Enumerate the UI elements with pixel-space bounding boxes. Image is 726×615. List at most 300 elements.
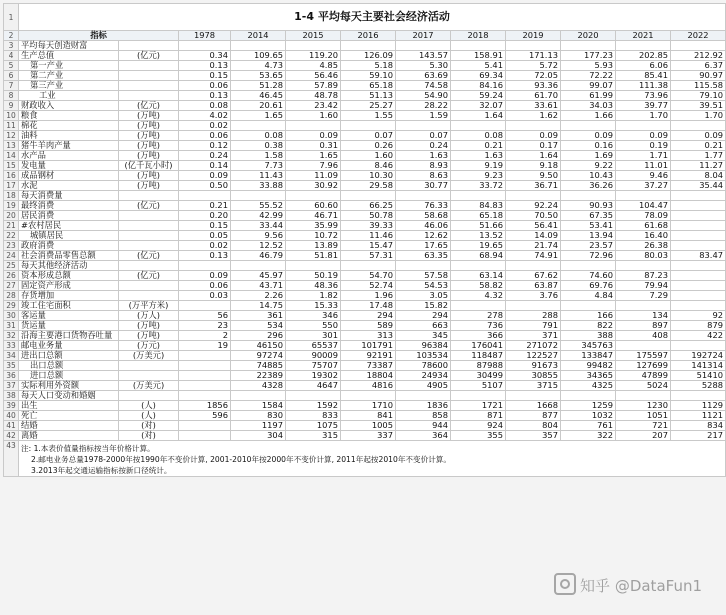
year-header: 2015 xyxy=(286,31,341,41)
table-cell: 30855 xyxy=(506,371,561,381)
table-cell xyxy=(179,261,231,271)
table-cell: 0.05 xyxy=(179,231,231,241)
table-cell: 301 xyxy=(286,331,341,341)
row-number: 41 xyxy=(4,421,19,431)
table-cell: 1.60 xyxy=(286,111,341,121)
table-cell: 53.65 xyxy=(231,71,286,81)
table-row xyxy=(4,361,726,371)
row-number: 31 xyxy=(4,321,19,331)
table-cell: 388 xyxy=(561,331,616,341)
table-cell: 834 xyxy=(671,421,726,431)
table-cell: 345763 xyxy=(561,341,616,351)
table-cell: 1.64 xyxy=(506,151,561,161)
table-cell: 51.81 xyxy=(286,251,341,261)
row-number: 25 xyxy=(4,261,19,271)
table-cell xyxy=(616,191,671,201)
row-label: 实际利用外资额 xyxy=(19,381,119,391)
table-cell xyxy=(341,121,396,131)
row-number: 14 xyxy=(4,151,19,161)
row-number: 28 xyxy=(4,291,19,301)
table-cell: 11.01 xyxy=(616,161,671,171)
table-cell: 72.22 xyxy=(561,71,616,81)
row-number: 3 xyxy=(4,41,19,51)
table-cell xyxy=(341,391,396,401)
table-cell: 92.24 xyxy=(506,201,561,211)
table-cell: 822 xyxy=(561,321,616,331)
table-row xyxy=(4,401,726,411)
table-cell: 10.43 xyxy=(561,171,616,181)
table-cell: 6.37 xyxy=(671,61,726,71)
table-cell xyxy=(561,301,616,311)
row-label: 第二产业 xyxy=(19,71,119,81)
table-cell: 313 xyxy=(341,331,396,341)
table-cell: 74.58 xyxy=(396,81,451,91)
row-label: 第三产业 xyxy=(19,81,119,91)
table-cell: 90.93 xyxy=(561,201,616,211)
table-cell: 217 xyxy=(671,431,726,441)
row-unit xyxy=(119,261,179,271)
table-cell: 24934 xyxy=(396,371,451,381)
table-cell: 13.89 xyxy=(286,241,341,251)
table-cell: 70.50 xyxy=(506,211,561,221)
table-cell: 871 xyxy=(451,411,506,421)
page-title: 1-4 平均每天主要社会经济活动 xyxy=(19,4,726,31)
table-cell: 4.32 xyxy=(451,291,506,301)
table-cell: 30499 xyxy=(451,371,506,381)
table-row xyxy=(4,161,726,171)
table-cell: 346 xyxy=(286,311,341,321)
table-row xyxy=(4,81,726,91)
table-cell: 61.70 xyxy=(506,91,561,101)
table-cell: 1.58 xyxy=(231,151,286,161)
table-cell: 0.09 xyxy=(671,131,726,141)
table-cell: 122527 xyxy=(506,351,561,361)
table-cell: 0.08 xyxy=(179,101,231,111)
year-header: 2014 xyxy=(231,31,286,41)
table-cell: 355 xyxy=(451,431,506,441)
table-cell: 5107 xyxy=(451,381,506,391)
table-cell: 0.38 xyxy=(231,141,286,151)
row-label: 出口总额 xyxy=(19,361,119,371)
table-cell: 32.07 xyxy=(451,101,506,111)
table-cell: 46.45 xyxy=(231,91,286,101)
table-row xyxy=(4,181,726,191)
table-cell: 1.59 xyxy=(396,111,451,121)
table-cell: 0.24 xyxy=(396,141,451,151)
row-number: 7 xyxy=(4,81,19,91)
table-cell: 84.16 xyxy=(451,81,506,91)
table-cell: 63.69 xyxy=(396,71,451,81)
table-cell: 47899 xyxy=(616,371,671,381)
row-number: 29 xyxy=(4,301,19,311)
table-cell: 52.74 xyxy=(341,281,396,291)
row-number: 33 xyxy=(4,341,19,351)
note-line: 2.邮电业务总量1978-2000年按1990年不变价计算, 2001-2010年按2000年不变价计算, 2011年起按2010年不变价计算。 xyxy=(31,455,451,464)
table-cell: 0.07 xyxy=(341,131,396,141)
table-cell: 858 xyxy=(396,411,451,421)
table-row xyxy=(4,171,726,181)
row-label: 每天人口变动和婚姻 xyxy=(19,391,119,401)
table-cell: 23.57 xyxy=(561,241,616,251)
table-cell: 0.06 xyxy=(179,281,231,291)
table-row xyxy=(4,231,726,241)
row-label: 发电量 xyxy=(19,161,119,171)
row-label: 每天消费量 xyxy=(19,191,119,201)
year-header: 2020 xyxy=(561,31,616,41)
table-cell: 944 xyxy=(396,421,451,431)
table-cell xyxy=(231,41,286,51)
table-cell: 7.96 xyxy=(286,161,341,171)
table-cell: 9.23 xyxy=(451,171,506,181)
row-unit xyxy=(119,231,179,241)
table-cell: 364 xyxy=(396,431,451,441)
table-cell xyxy=(341,41,396,51)
table-cell: 99482 xyxy=(561,361,616,371)
table-cell: 0.07 xyxy=(396,131,451,141)
table-cell: 1721 xyxy=(451,401,506,411)
table-cell: 1.65 xyxy=(286,151,341,161)
row-unit: (万平方米) xyxy=(119,301,179,311)
table-cell: 0.20 xyxy=(179,211,231,221)
table-cell: 294 xyxy=(396,311,451,321)
table-cell: 924 xyxy=(451,421,506,431)
table-cell: 66.25 xyxy=(341,201,396,211)
table-cell: 126.09 xyxy=(341,51,396,61)
table-row xyxy=(4,251,726,261)
table-cell: 0.31 xyxy=(286,141,341,151)
table-cell: 1.96 xyxy=(341,291,396,301)
table-cell: 92 xyxy=(671,311,726,321)
row-number: 38 xyxy=(4,391,19,401)
table-cell xyxy=(616,341,671,351)
table-cell: 37.27 xyxy=(616,181,671,191)
row-unit: (万吨) xyxy=(119,171,179,181)
year-header: 2022 xyxy=(671,31,726,41)
row-number: 12 xyxy=(4,131,19,141)
table-cell: 53.41 xyxy=(561,221,616,231)
table-cell: 104.47 xyxy=(616,201,671,211)
table-row xyxy=(4,331,726,341)
table-cell xyxy=(451,191,506,201)
row-unit: (万吨) xyxy=(119,151,179,161)
table-cell: 0.06 xyxy=(179,131,231,141)
row-label: 水泥 xyxy=(19,181,119,191)
table-row xyxy=(4,221,726,231)
row-label: 离婚 xyxy=(19,431,119,441)
note-line: 3.2013年起交通运输指标按新口径统计。 xyxy=(31,466,172,475)
table-cell: 12.62 xyxy=(396,231,451,241)
table-cell: 60.60 xyxy=(286,201,341,211)
row-number: 32 xyxy=(4,331,19,341)
table-cell: 33.44 xyxy=(231,221,286,231)
table-cell xyxy=(506,261,561,271)
table-cell: 11.09 xyxy=(286,171,341,181)
table-cell: 97274 xyxy=(231,351,286,361)
row-label: 每天其他经济活动 xyxy=(19,261,119,271)
table-cell: 85.41 xyxy=(616,71,671,81)
table-cell: 7.29 xyxy=(616,291,671,301)
table-cell: 2 xyxy=(179,331,231,341)
table-cell: 55.52 xyxy=(231,201,286,211)
table-cell: 61.99 xyxy=(561,91,616,101)
row-unit xyxy=(119,221,179,231)
table-cell: 6.06 xyxy=(616,61,671,71)
row-unit: (万吨) xyxy=(119,181,179,191)
table-cell: 0.15 xyxy=(179,221,231,231)
table-cell: 58.82 xyxy=(451,281,506,291)
table-cell: 65.18 xyxy=(451,211,506,221)
table-cell: 23 xyxy=(179,321,231,331)
table-cell: 78600 xyxy=(396,361,451,371)
row-label: 政府消费 xyxy=(19,241,119,251)
row-unit: (亿元) xyxy=(119,271,179,281)
row-unit xyxy=(119,241,179,251)
table-cell: 166 xyxy=(561,311,616,321)
table-row xyxy=(4,431,726,441)
table-cell xyxy=(561,191,616,201)
table-cell: 5.18 xyxy=(341,61,396,71)
year-header: 2016 xyxy=(341,31,396,41)
row-unit: (万美元) xyxy=(119,351,179,361)
row-label: 猪牛羊肉产量 xyxy=(19,141,119,151)
table-cell: 175597 xyxy=(616,351,671,361)
row-label: 城镇居民 xyxy=(19,231,119,241)
table-row xyxy=(4,271,726,281)
table-cell: 304 xyxy=(231,431,286,441)
table-row xyxy=(4,341,726,351)
table-cell xyxy=(506,41,561,51)
row-label: 财政收入 xyxy=(19,101,119,111)
table-cell xyxy=(286,261,341,271)
table-cell: 10.30 xyxy=(341,171,396,181)
table-cell: 1836 xyxy=(396,401,451,411)
table-cell xyxy=(231,391,286,401)
table-cell: 0.21 xyxy=(179,201,231,211)
year-header: 2021 xyxy=(616,31,671,41)
table-cell: 76.33 xyxy=(396,201,451,211)
table-row xyxy=(4,311,726,321)
table-cell: 63.35 xyxy=(396,251,451,261)
table-cell: 841 xyxy=(341,411,396,421)
row-unit xyxy=(119,71,179,81)
table-cell: 72.96 xyxy=(561,251,616,261)
table-cell xyxy=(451,121,506,131)
table-cell: 56 xyxy=(179,311,231,321)
table-cell xyxy=(671,121,726,131)
table-cell: 0.12 xyxy=(179,141,231,151)
table-row xyxy=(4,71,726,81)
table-cell: 119.20 xyxy=(286,51,341,61)
row-number: 34 xyxy=(4,351,19,361)
table-cell: 19 xyxy=(179,341,231,351)
row-unit xyxy=(119,211,179,221)
table-cell: 21.74 xyxy=(506,241,561,251)
row-unit xyxy=(119,361,179,371)
table-cell: 0.13 xyxy=(179,251,231,261)
table-cell xyxy=(286,41,341,51)
table-cell: 15.82 xyxy=(396,301,451,311)
table-cell xyxy=(616,391,671,401)
table-cell: 408 xyxy=(616,331,671,341)
table-cell: 5.30 xyxy=(396,61,451,71)
row-unit: (万人) xyxy=(119,311,179,321)
table-cell: 1075 xyxy=(286,421,341,431)
zhihu-logo-icon xyxy=(554,573,576,595)
table-cell: 0.16 xyxy=(561,141,616,151)
row-label: 邮电业务量 xyxy=(19,341,119,351)
table-cell: 75707 xyxy=(286,361,341,371)
table-cell xyxy=(396,391,451,401)
table-cell: 5.93 xyxy=(561,61,616,71)
table-cell: 1.70 xyxy=(671,111,726,121)
table-cell: 202.85 xyxy=(616,51,671,61)
table-cell: 35.44 xyxy=(671,181,726,191)
row-number: 8 xyxy=(4,91,19,101)
table-cell: 0.02 xyxy=(179,121,231,131)
table-cell xyxy=(561,41,616,51)
table-cell: 43.71 xyxy=(231,281,286,291)
table-cell: 9.18 xyxy=(506,161,561,171)
table-cell: 19302 xyxy=(286,371,341,381)
row-label: 生产总值 xyxy=(19,51,119,61)
row-label: 进出口总额 xyxy=(19,351,119,361)
table-cell: 0.08 xyxy=(231,131,286,141)
table-cell: 176041 xyxy=(451,341,506,351)
table-cell: 0.06 xyxy=(179,81,231,91)
row-number: 37 xyxy=(4,381,19,391)
table-cell: 345 xyxy=(396,331,451,341)
table-cell: 0.17 xyxy=(506,141,561,151)
table-cell: 4.84 xyxy=(561,291,616,301)
table-cell: 1.64 xyxy=(451,111,506,121)
table-cell: 0.15 xyxy=(179,71,231,81)
table-cell: 0.09 xyxy=(561,131,616,141)
indicator-header: 指标 xyxy=(19,31,179,41)
table-cell: 1.55 xyxy=(341,111,396,121)
table-cell: 36.71 xyxy=(506,181,561,191)
watermark-text: 知乎 @DataFun1 xyxy=(580,577,702,595)
row-number: 36 xyxy=(4,371,19,381)
row-number: 9 xyxy=(4,101,19,111)
table-cell: 3.76 xyxy=(506,291,561,301)
row-number: 17 xyxy=(4,181,19,191)
row-number: 35 xyxy=(4,361,19,371)
table-cell: 207 xyxy=(616,431,671,441)
table-cell xyxy=(561,121,616,131)
table-cell: 0.09 xyxy=(179,271,231,281)
table-cell xyxy=(396,261,451,271)
table-cell: 143.57 xyxy=(396,51,451,61)
table-cell: 30.77 xyxy=(396,181,451,191)
table-cell: 57.31 xyxy=(341,251,396,261)
table-cell: 33.72 xyxy=(451,181,506,191)
table-cell: 69.76 xyxy=(561,281,616,291)
row-number: 10 xyxy=(4,111,19,121)
table-cell: 59.24 xyxy=(451,91,506,101)
table-cell: 63.14 xyxy=(451,271,506,281)
table-row xyxy=(4,321,726,331)
table-cell: 663 xyxy=(396,321,451,331)
table-cell: 118487 xyxy=(451,351,506,361)
table-cell: 15.33 xyxy=(286,301,341,311)
table-cell: 550 xyxy=(286,321,341,331)
table-cell: 1129 xyxy=(671,401,726,411)
table-cell: 1121 xyxy=(671,411,726,421)
table-cell: 63.87 xyxy=(506,281,561,291)
table-cell: 1.65 xyxy=(231,111,286,121)
table-cell xyxy=(671,291,726,301)
section-row xyxy=(4,391,726,401)
table-cell xyxy=(179,41,231,51)
table-cell: 4.73 xyxy=(231,61,286,71)
row-unit xyxy=(119,391,179,401)
table-cell xyxy=(396,121,451,131)
table-cell: 1005 xyxy=(341,421,396,431)
table-cell: 65537 xyxy=(286,341,341,351)
table-cell: 8.46 xyxy=(341,161,396,171)
row-number: 18 xyxy=(4,191,19,201)
table-cell: 0.24 xyxy=(179,151,231,161)
table-cell: 90009 xyxy=(286,351,341,361)
table-cell: 0.21 xyxy=(451,141,506,151)
table-cell xyxy=(671,231,726,241)
table-cell xyxy=(451,301,506,311)
row-unit: (万吨) xyxy=(119,321,179,331)
table-cell: 54.53 xyxy=(396,281,451,291)
row-number: 21 xyxy=(4,221,19,231)
table-cell xyxy=(671,201,726,211)
table-cell: 4905 xyxy=(396,381,451,391)
table-cell: 87988 xyxy=(451,361,506,371)
table-cell: 69.34 xyxy=(451,71,506,81)
table-cell: 9.56 xyxy=(231,231,286,241)
row-number: 2 xyxy=(4,31,19,41)
table-cell: 14.09 xyxy=(506,231,561,241)
table-cell: 3715 xyxy=(506,381,561,391)
table-row xyxy=(4,301,726,311)
table-cell: 1.69 xyxy=(561,151,616,161)
section-row xyxy=(4,41,726,51)
row-label: 沿海主要港口货物吞吐量 xyxy=(19,331,119,341)
table-cell xyxy=(451,261,506,271)
row-unit: (人) xyxy=(119,411,179,421)
table-cell: 0.50 xyxy=(179,181,231,191)
note-line: 注: 1.本表价值量指标按当年价格计算。 xyxy=(21,444,155,453)
table-cell: 50.19 xyxy=(286,271,341,281)
table-row xyxy=(4,201,726,211)
table-cell: 35.99 xyxy=(286,221,341,231)
table-cell xyxy=(179,431,231,441)
table-cell: 371 xyxy=(506,331,561,341)
table-cell: 158.91 xyxy=(451,51,506,61)
table-cell: 10.72 xyxy=(286,231,341,241)
table-cell: 12.52 xyxy=(231,241,286,251)
table-cell xyxy=(179,351,231,361)
row-unit: (亿元) xyxy=(119,101,179,111)
table-cell: 0.13 xyxy=(179,61,231,71)
table-cell xyxy=(561,391,616,401)
table-cell xyxy=(561,261,616,271)
row-unit: (万吨) xyxy=(119,331,179,341)
table-cell: 1.71 xyxy=(616,151,671,161)
table-cell: 589 xyxy=(341,321,396,331)
notes-row xyxy=(4,441,726,477)
table-cell: 14.75 xyxy=(231,301,286,311)
table-cell: 1592 xyxy=(286,401,341,411)
table-row xyxy=(4,131,726,141)
table-cell: 99.07 xyxy=(561,81,616,91)
table-cell: 34.03 xyxy=(561,101,616,111)
